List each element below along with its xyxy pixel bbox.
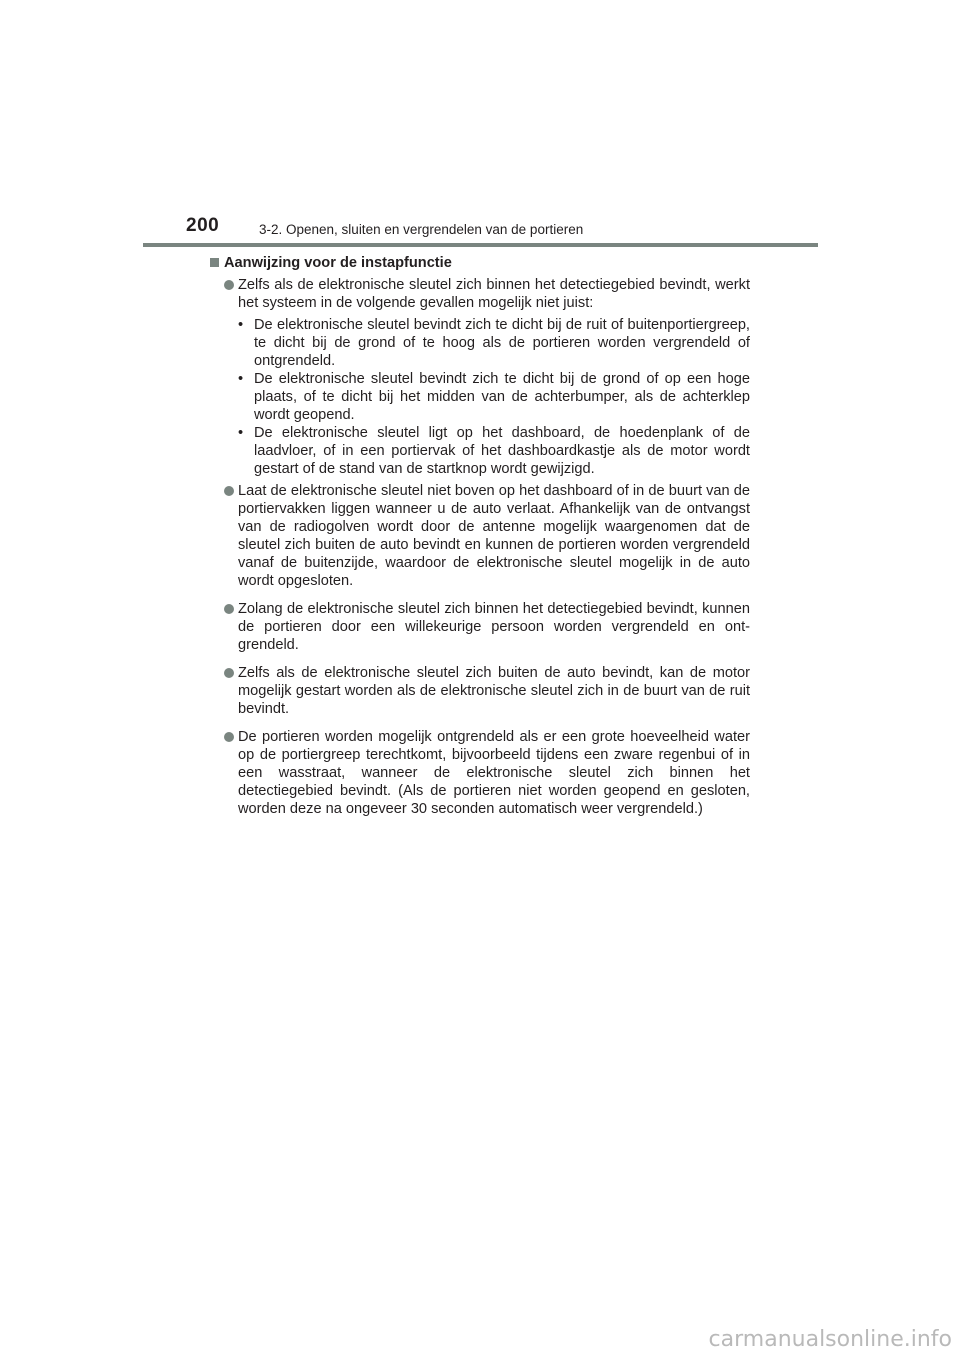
page-content bbox=[210, 254, 750, 828]
round-bullet-icon bbox=[224, 732, 234, 742]
list-item-text: Zolang de elektronische sleutel zich binnen het detectiegebied bevindt, kunnen de portieren door een willekeurige persoon worden vergrendeld en ontgrendeld. bbox=[238, 601, 750, 653]
list-item-text: Zelfs als de elektronische sleutel zich buiten de auto bevindt, kan de motor mogelijk gestart worden als de elektronische sleutel zich in de buurt van de ruit bevindt. bbox=[238, 665, 750, 717]
list-item-text: Laat de elektronische sleutel niet boven op het dashboard of in de buurt van de portiervakken liggen wanneer u de auto verlaat. Afhankelijk van de ontvangst van de radiogolven wordt door de antenne mogelijk waargenomen dat de sleutel zich buiten de auto bevindt en kunnen de portieren worden vergrendeld vanaf de buitenzijde, waardoor de elektronische sleutel mogelijk in de auto wordt opgesloten. bbox=[238, 483, 750, 589]
sub-bullet-marker: • bbox=[238, 371, 244, 387]
list-item bbox=[210, 664, 750, 718]
sub-list-item-text: De elektronische sleutel ligt op het dashboard, de hoedenplank of de laadvloer, of in een portiervak of het dashboardkastje als de motor wordt gestart of de stand van de startknop wordt gewijzigd. bbox=[254, 425, 750, 477]
list-item-text: De portieren worden mogelijk ontgrendeld als er een grote hoeveelheid water op de portiergreep terechtkomt, bijvoorbeeld tijdens een zware regenbui of in een wasstraat, wanneer de elektronische sleutel zich binnen het detectiegebied bevindt. (Als de portieren niet worden geopend en gesloten, worden deze na ongeveer 30 seconden automatisch weer vergrendeld.) bbox=[238, 729, 750, 817]
section-heading-text: Aanwijzing voor de instapfunctie bbox=[224, 255, 452, 271]
sub-bullet-marker: • bbox=[238, 317, 244, 333]
page-number: 200 bbox=[186, 215, 220, 236]
sub-bullet-marker: • bbox=[238, 425, 244, 441]
round-bullet-icon bbox=[224, 604, 234, 614]
watermark: carmanualsonline.info bbox=[708, 1327, 952, 1352]
round-bullet-icon bbox=[224, 280, 234, 290]
round-bullet-icon bbox=[224, 486, 234, 496]
round-bullet-icon bbox=[224, 668, 234, 678]
sub-list-item bbox=[238, 370, 750, 424]
list-item bbox=[210, 728, 750, 818]
list-item bbox=[210, 276, 750, 312]
list-item bbox=[210, 482, 750, 590]
sub-list-item bbox=[238, 424, 750, 478]
sub-list-item-text: De elektronische sleutel bevindt zich te dicht bij de grond of op een hoge plaats, of te dicht bij het midden van de achterbumper, als de achterklep wordt geopend. bbox=[254, 371, 750, 423]
list-item bbox=[210, 600, 750, 654]
sub-list bbox=[210, 316, 750, 478]
chapter-title: 3-2. Openen, sluiten en vergrendelen van de portieren bbox=[259, 222, 584, 237]
page-header bbox=[0, 0, 960, 248]
header-divider bbox=[143, 243, 818, 247]
list-item-text: Zelfs als de elektronische sleutel zich binnen het detectiegebied bevindt, werkt het systeem in de volgende gevallen mogelijk niet juist: bbox=[238, 277, 750, 311]
sub-list-item-text: De elektronische sleutel bevindt zich te dicht bij de ruit of buitenportiergreep, te dicht bij de grond of te hoog als de portieren worden vergrendeld of ontgrendeld. bbox=[254, 317, 750, 369]
sub-list-item bbox=[238, 316, 750, 370]
section-heading bbox=[210, 254, 750, 272]
square-bullet-icon bbox=[210, 258, 219, 267]
